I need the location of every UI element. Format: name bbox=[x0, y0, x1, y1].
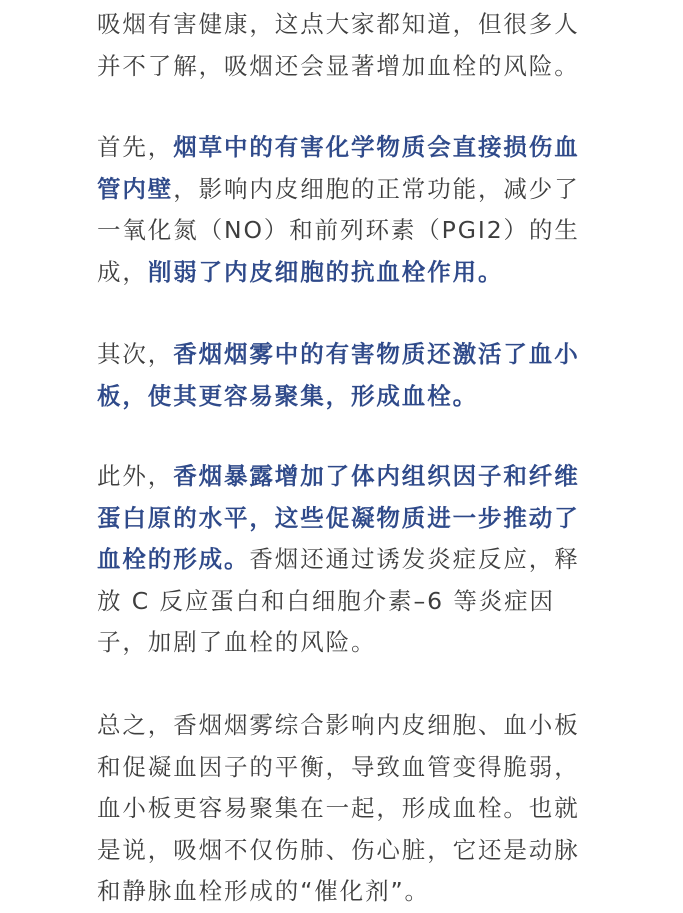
text-line bbox=[97, 252, 597, 294]
highlight-text: 烟草中的有害化学物质会直接损伤血 bbox=[173, 133, 580, 161]
paragraph-third bbox=[97, 456, 597, 664]
paragraph-second bbox=[97, 334, 597, 417]
text-segment: 成， bbox=[97, 257, 148, 286]
text-line: 血小板更容易聚集在一起，形成血栓。也就 bbox=[97, 794, 580, 822]
text-line bbox=[97, 456, 597, 498]
highlight-text: 板，使其更容易聚集，形成血栓。 bbox=[97, 381, 478, 410]
text-line: 和静脉血栓形成的“催化剂”。 bbox=[97, 877, 430, 905]
text-line: 放 C 反应蛋白和白细胞介素–6 等炎症因 bbox=[97, 586, 555, 615]
text-line bbox=[97, 334, 597, 376]
text-line: 子，加剧了血栓的风险。 bbox=[97, 628, 377, 656]
text-line: 并不了解，吸烟还会显著增加血栓的风险。 bbox=[97, 51, 580, 80]
highlight-text: 管内壁 bbox=[97, 174, 174, 203]
text-segment: ，影响内皮细胞的正常功能，减少了 bbox=[173, 174, 580, 203]
text-line bbox=[97, 539, 597, 581]
paragraph-first bbox=[97, 127, 597, 293]
highlight-text: 香烟暴露增加了体内组织因子和纤维 bbox=[173, 462, 580, 490]
text-line: 和促凝血因子的平衡，导致血管变得脆弱， bbox=[97, 752, 580, 781]
text-line: 总之，香烟烟雾综合影响内皮细胞、血小板 bbox=[97, 711, 580, 739]
paragraph-intro bbox=[97, 4, 597, 87]
text-line: 吸烟有害健康，这点大家都知道，但很多人 bbox=[97, 10, 580, 38]
paragraph-conclusion bbox=[97, 705, 597, 913]
text-segment: 首先， bbox=[97, 133, 174, 161]
highlight-text: 蛋白原的水平，这些促凝物质进一步推动了 bbox=[97, 503, 580, 532]
text-segment: 其次， bbox=[97, 340, 174, 368]
text-line bbox=[97, 169, 597, 211]
highlight-text: 血栓的形成。 bbox=[97, 545, 250, 573]
highlight-text: 香烟烟雾中的有害物质还激活了血小 bbox=[173, 340, 580, 368]
text-line: 是说，吸烟不仅伤肺、伤心脏，它还是动脉 bbox=[97, 835, 580, 864]
text-line: 一氧化氮（NO）和前列环素（PGI2）的生 bbox=[97, 216, 580, 244]
text-segment: 香烟还通过诱发炎症反应，释 bbox=[249, 545, 580, 573]
text-segment: 此外， bbox=[97, 462, 174, 490]
text-line bbox=[97, 127, 597, 169]
highlight-text: 削弱了内皮细胞的抗血栓作用。 bbox=[147, 257, 504, 286]
